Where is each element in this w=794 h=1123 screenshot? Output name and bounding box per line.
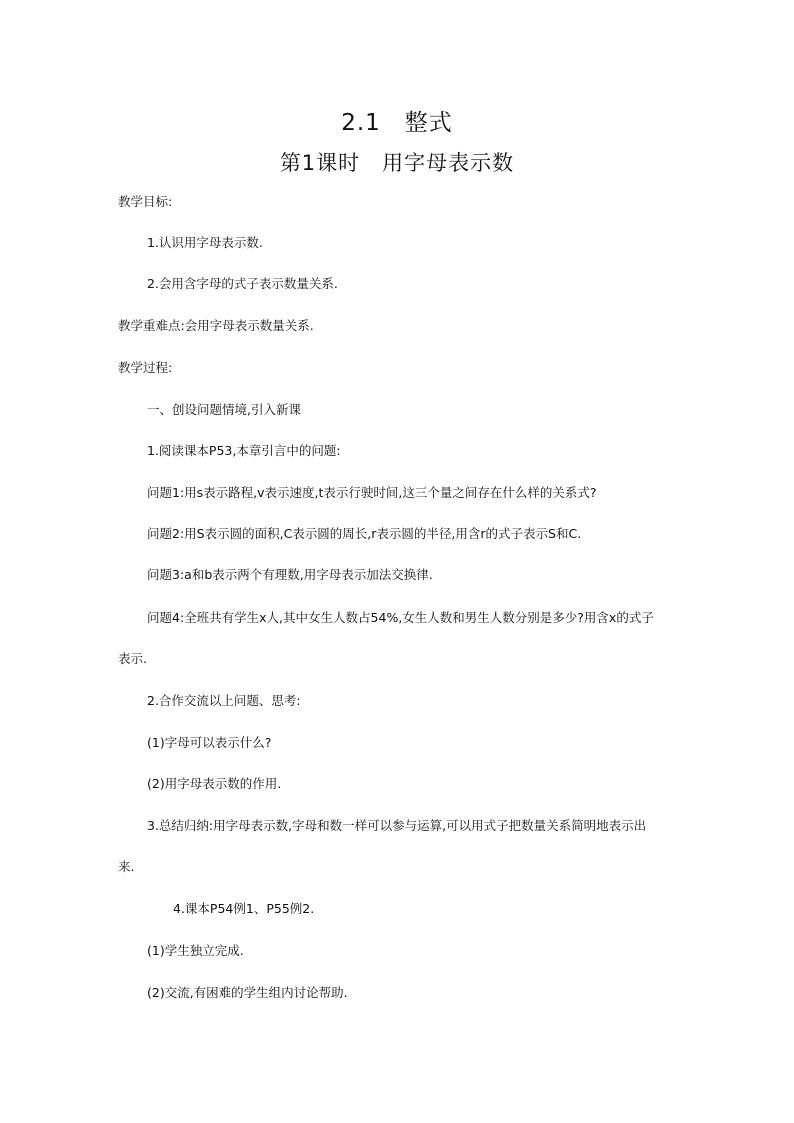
document-title: 2.1 整式 — [341, 110, 453, 136]
goal-item: 2.会用含字母的式子表示数量关系. — [147, 276, 338, 291]
document-subtitle: 第1课时 用字母表示数 — [279, 151, 515, 175]
question-item: 问题2:用S表示圆的面积,C表示圆的周长,r表示圆的半径,用含r的式子表示S和C. — [147, 526, 582, 541]
paragraph-line: 2.合作交流以上问题、思考: — [147, 693, 301, 708]
sub-item: (1)学生独立完成. — [147, 943, 244, 958]
teaching-process-heading: 教学过程: — [118, 360, 173, 375]
paragraph-continuation: 来. — [118, 859, 135, 874]
question-item-continuation: 表示. — [118, 651, 147, 666]
paragraph-line: 1.阅读课本P53,本章引言中的问题: — [147, 443, 341, 458]
sub-item: (2)交流,有困难的学生组内讨论帮助. — [147, 985, 348, 1000]
paragraph-line: 4.课本P54例1、P55例2. — [173, 901, 315, 916]
paragraph-line: 3.总结归纳:用字母表示数,字母和数一样可以参与运算,可以用式子把数量关系简明地表示出 — [147, 818, 647, 833]
sub-item: (1)字母可以表示什么? — [147, 735, 272, 750]
sub-item: (2)用字母表示数的作用. — [147, 776, 282, 791]
question-item: 问题4:全班共有学生x人,其中女生人数占54%,女生人数和男生人数分别是多少?用含x的式子 — [147, 610, 654, 625]
key-points-line: 教学重难点:会用字母表示数量关系. — [118, 318, 314, 333]
question-item: 问题3:a和b表示两个有理数,用字母表示加法交换律. — [147, 567, 433, 582]
teaching-goals-heading: 教学目标: — [118, 194, 173, 209]
goal-item: 1.认识用字母表示数. — [147, 235, 263, 250]
section-heading: 一、创设问题情境,引入新课 — [147, 402, 301, 417]
question-item: 问题1:用s表示路程,v表示速度,t表示行驶时间,这三个量之间存在什么样的关系式? — [147, 485, 597, 500]
